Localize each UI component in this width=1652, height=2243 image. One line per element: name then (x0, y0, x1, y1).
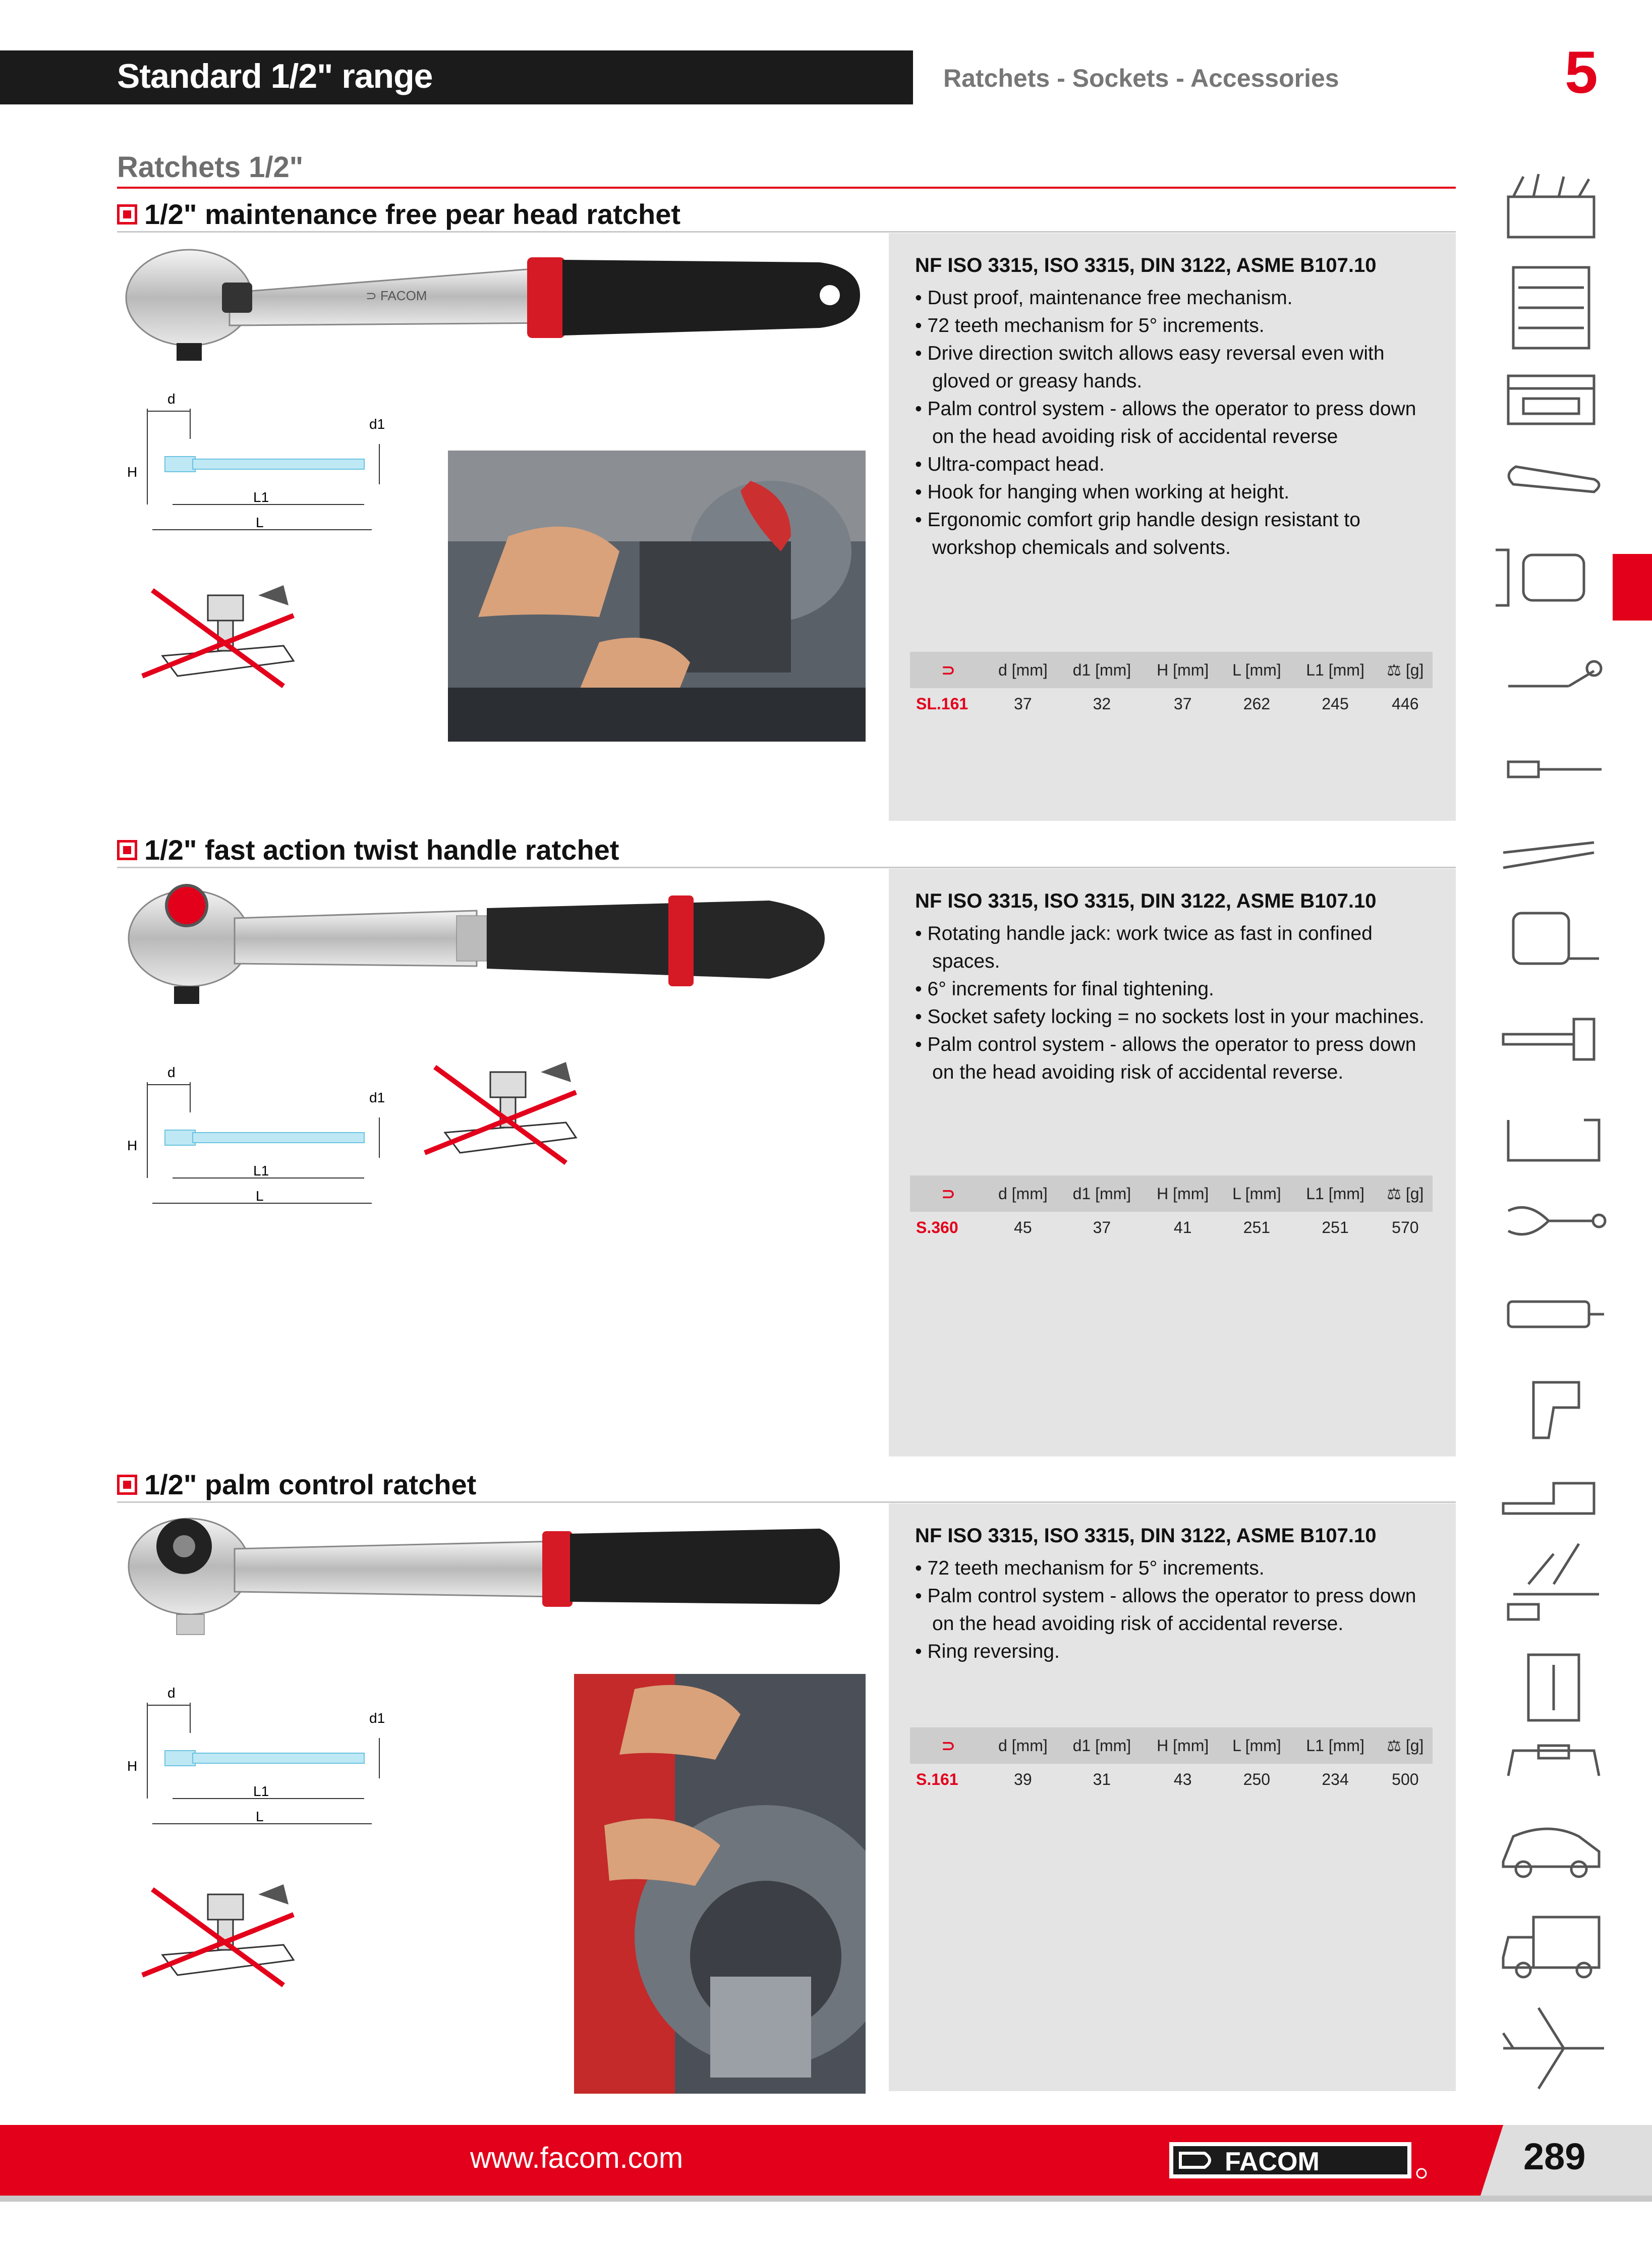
product-title-1 (117, 198, 680, 231)
product-title-text: 1/2" maintenance free pear head ratchet (144, 198, 680, 230)
feature-item: • Socket safety locking = no sockets lost in your machines. (915, 1003, 1440, 1031)
pliers-icon[interactable] (1503, 843, 1594, 868)
feature-item: • 6° increments for final tightening. (915, 975, 1440, 1003)
puller-icon[interactable] (1508, 1207, 1605, 1234)
svg-text:d: d (167, 1685, 176, 1701)
table-row: SL.161 37 32 37 262 245 446 (916, 694, 1419, 713)
spec-table-2: ⊃ d [mm] d1 [mm] H [mm] L [mm] L1 [mm] ⚖ [g] S.360 45 37 41 251 251 570 (910, 1175, 1433, 1243)
standards-text: NF ISO 3315, ISO 3315, DIN 3122, ASME B107.10 (915, 254, 1377, 276)
table-row: S.161 39 31 43 250 234 500 (916, 1770, 1419, 1788)
website-link[interactable]: www.facom.com (470, 2142, 683, 2174)
svg-text:L1: L1 (253, 1163, 269, 1179)
feature-item: • Hook for hanging when working at height. (915, 478, 1440, 506)
feature-item: • 72 teeth mechanism for 5° increments. (915, 1554, 1440, 1582)
svg-text:FACOM: FACOM (1225, 2147, 1320, 2176)
svg-text:L: L (256, 515, 264, 530)
svg-text:L1: L1 (253, 1783, 269, 1799)
pear-head-ratchet-image (113, 237, 880, 368)
product-info-box-3 (889, 1503, 1456, 2091)
drawer-icon[interactable] (1508, 376, 1594, 424)
impact-wrench-icon[interactable] (1533, 1382, 1579, 1438)
twist-handle-ratchet-image (113, 880, 845, 1012)
electrical-breaker-icon[interactable] (1528, 1655, 1579, 1720)
standards-text: NF ISO 3315, ISO 3315, DIN 3122, ASME B107.10 (915, 1525, 1377, 1547)
weight-icon: ⚖ [g] (1378, 1727, 1433, 1764)
spec-table-3: ⊃ d [mm] d1 [mm] H [mm] L [mm] L1 [mm] ⚖ [g] S.161 39 31 43 250 234 500 (910, 1727, 1433, 1795)
feature-item: • Rotating handle jack: work twice as fast in confined spaces. (915, 920, 1440, 975)
socket-icon[interactable] (1496, 550, 1584, 605)
screwdriver-icon[interactable] (1508, 762, 1602, 777)
product-divider (117, 231, 1456, 233)
hammer-icon[interactable] (1503, 1019, 1594, 1059)
footer-bottom-stripe (0, 2196, 1652, 2202)
section-divider (117, 187, 1456, 189)
hacksaw-icon[interactable] (1508, 1120, 1599, 1160)
feature-list (915, 284, 1440, 562)
feature-item: • Ergonomic comfort grip handle design resistant to workshop chemicals and solvents. (915, 506, 1440, 562)
svg-text:H: H (127, 464, 138, 480)
chapter-number: 5 (1565, 39, 1598, 106)
feature-item: • Ring reversing. (915, 1638, 1440, 1665)
handle-icon[interactable] (1508, 1746, 1599, 1776)
car-icon[interactable] (1503, 1829, 1599, 1877)
footer-slant (1480, 2125, 1516, 2196)
dimension-diagram-1 (117, 388, 400, 545)
dimension-diagram-3 (117, 1683, 400, 1839)
palm-control-ratchet-image (113, 1511, 845, 1647)
product-divider (117, 867, 1456, 868)
spec-table-1: ⊃ d [mm] d1 [mm] H [mm] L [mm] L1 [mm] ⚖ [g] SL.161 37 32 37 262 245 446 (910, 652, 1433, 719)
active-chapter-tab[interactable] (1613, 554, 1652, 621)
page-title: Standard 1/2" range (117, 57, 433, 95)
weight-icon: ⚖ [g] (1378, 1175, 1433, 1212)
weight-icon: ⚖ [g] (1378, 652, 1433, 688)
svg-text:d1: d1 (369, 416, 385, 432)
feature-item: • Palm control system - allows the operator to press down on the head avoiding risk of accidental reverse (915, 395, 1440, 451)
wrench-icon[interactable] (1509, 467, 1599, 492)
svg-text:L: L (256, 1188, 264, 1204)
product-title-3 (117, 1468, 476, 1501)
feature-item: • 72 teeth mechanism for 5° increments. (915, 312, 1440, 340)
feature-list (915, 1554, 1440, 1665)
tape-measure-icon[interactable] (1513, 913, 1599, 964)
feature-item: • Palm control system - allows the operator to press down on the head avoiding risk of accidental reverse. (915, 1031, 1440, 1086)
feature-item: • Drive direction switch allows easy reversal even with gloved or greasy hands. (915, 340, 1440, 395)
feature-item: • Palm control system - allows the operator to press down on the head avoiding risk of accidental reverse. (915, 1582, 1440, 1638)
torque-tester-icon[interactable] (1508, 1302, 1604, 1327)
feature-list (915, 920, 1440, 1086)
product-info-box-2 (889, 869, 1456, 1456)
svg-text:⊃ FACOM: ⊃ FACOM (366, 288, 427, 303)
facom-logo-icon: ⊃ (910, 1175, 987, 1212)
no-push-warning-diagram-2 (415, 1052, 596, 1173)
svg-text:L: L (256, 1809, 264, 1824)
bullet-square-icon (117, 840, 137, 860)
section-title: Ratchets 1/2" (117, 151, 304, 184)
chapter-nav-icons (1493, 172, 1614, 2119)
feature-item: • Dust proof, maintenance free mechanism. (915, 284, 1440, 312)
dimension-diagram-2 (117, 1062, 400, 1218)
application-photo-1 (448, 451, 866, 742)
product-info-box-1 (889, 233, 1456, 821)
facom-logo-icon: ⊃ (910, 1727, 987, 1764)
product-title-2 (117, 833, 619, 866)
product-title-text: 1/2" fast action twist handle ratchet (144, 834, 619, 866)
svg-text:d: d (167, 391, 176, 407)
tool-cabinet-icon[interactable] (1513, 267, 1589, 348)
svg-text:L1: L1 (253, 489, 269, 505)
product-title-text: 1/2" palm control ratchet (144, 1469, 477, 1500)
safety-spark-icon[interactable] (1508, 1544, 1599, 1619)
facom-brand-logo (1169, 2138, 1432, 2183)
bullet-square-icon (117, 1475, 137, 1495)
bullet-square-icon (117, 204, 137, 225)
standards-text: NF ISO 3315, ISO 3315, DIN 3122, ASME B107.10 (915, 890, 1377, 912)
toolbox-icon[interactable] (1508, 174, 1594, 237)
product-divider (117, 1501, 1456, 1503)
page-subtitle: Ratchets - Sockets - Accessories (943, 64, 1339, 92)
truck-icon[interactable] (1503, 1917, 1599, 1977)
svg-text:d1: d1 (369, 1710, 385, 1726)
ratchet-screwdriver-icon[interactable] (1508, 661, 1601, 686)
page-number: 289 (1523, 2136, 1586, 2177)
no-push-warning-diagram-3 (132, 1874, 314, 1995)
svg-text:d: d (167, 1064, 176, 1080)
svg-text:H: H (127, 1758, 138, 1774)
vice-icon[interactable] (1503, 1483, 1594, 1513)
svg-text:d1: d1 (369, 1090, 385, 1105)
airplane-icon[interactable] (1503, 2008, 1604, 2089)
facom-logo-icon: ⊃ (910, 652, 987, 688)
no-push-warning-diagram-1 (132, 575, 314, 696)
feature-item: • Ultra-compact head. (915, 451, 1440, 478)
svg-text:H: H (127, 1138, 138, 1153)
table-row: S.360 45 37 41 251 251 570 (916, 1218, 1419, 1237)
application-photo-3 (574, 1674, 866, 2094)
